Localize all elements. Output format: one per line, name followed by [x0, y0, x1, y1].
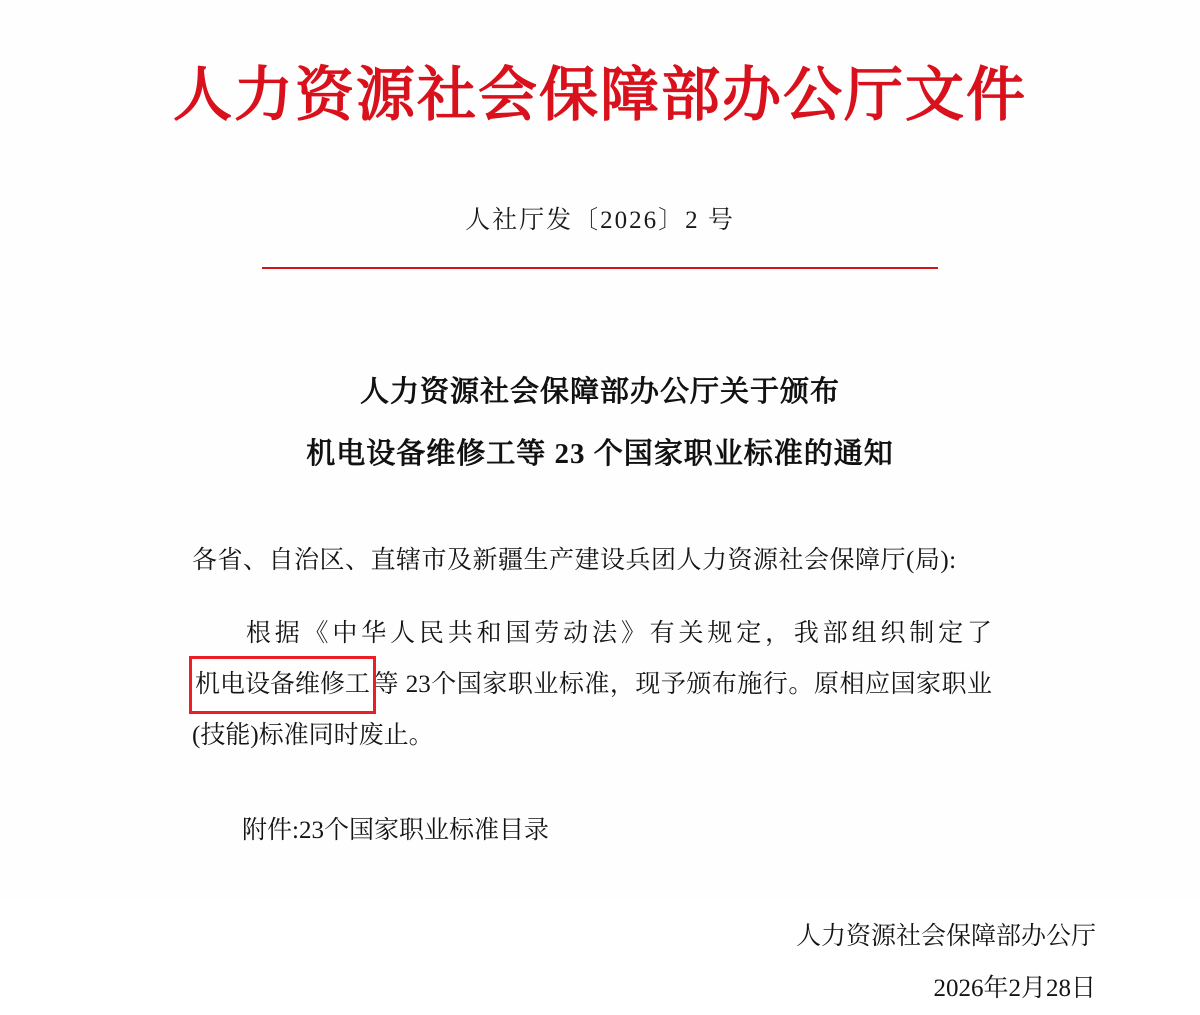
document-title-line-2: 机电设备维修工等 23 个国家职业标准的通知: [306, 437, 894, 470]
salutation: 各省、自治区、直辖市及新疆生产建设兵团人力资源社会保障厅(局):: [192, 546, 957, 574]
signature-organization: 人力资源社会保障部办公厅: [795, 922, 1096, 950]
masthead: [0, 0, 1200, 130]
document-title-line-1: 人力资源社会保障部办公厅关于颁布: [359, 375, 840, 408]
paragraph-lead-text: 根据《中华人民共和国劳动法》有关规定，我部组织制定了: [242, 619, 992, 647]
paragraph-tail-text: 等 23个国家职业标准，现予颁布施行。原相应国家职业(技能)标准同时废止。: [192, 670, 992, 749]
document-number: 人社厅发〔2026〕2 号: [465, 206, 735, 234]
attachment-line: 附件:23个国家职业标准目录: [242, 816, 549, 844]
signature-block: [0, 911, 1200, 1015]
main-paragraph: [192, 609, 992, 761]
document-title: [0, 361, 1200, 485]
masthead-title: 人力资源社会保障部办公厅文件: [172, 62, 1027, 128]
red-separator-rule: [262, 267, 938, 269]
signature-date: 2026年2月28日: [933, 974, 1096, 1002]
highlighted-term: 机电设备维修工: [192, 659, 373, 711]
document-body: [100, 541, 1100, 851]
